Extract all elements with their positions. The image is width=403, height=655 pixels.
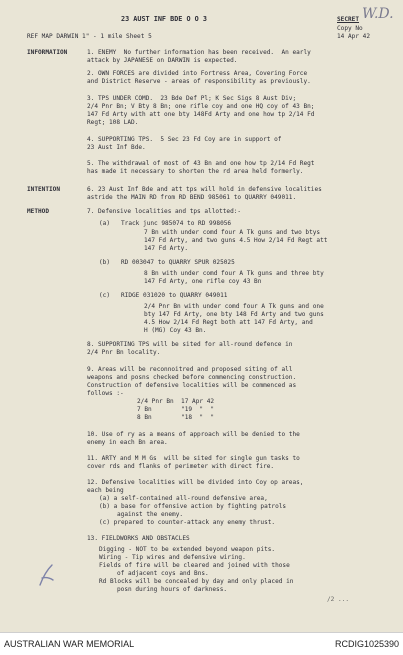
para-12c: (c) prepared to counter-attack any enemy thrust. <box>99 519 276 526</box>
para-3-tps-under-comd: 3. TPS UNDER COMD. 23 Bde Def Pl; K Sec Sigs 8 Aust Div; <box>87 95 297 102</box>
para-2-own-forces: 2. OWN FORCES are divided into Fortress Area, Covering Force <box>87 70 308 77</box>
schedule-row-7-bn: 7 Bn "19 " " <box>137 406 215 413</box>
para-7a-line-2: 147 Fd Arty, and two guns 4.5 How 2/14 Fd Regt att <box>144 237 328 244</box>
para-6-line-2: astride the MAIN RD from RD BEND 985061 to QUARRY 049011. <box>87 194 297 201</box>
para-12-coy-areas: 12. Defensive localities will be divided into Coy op areas, <box>87 479 304 486</box>
section-label-information: INFORMATION <box>27 49 68 56</box>
para-1-enemy: 1. ENEMY No further information has been received. An early <box>87 49 311 56</box>
order-date: 14 Apr 42 <box>337 33 371 40</box>
para-7-localities: 7. Defensive localities and tps allotted:- <box>87 208 242 215</box>
page-continuation: /2 ... <box>327 596 350 603</box>
para-8-line-2: 2/4 Pnr Bn locality. <box>87 349 161 356</box>
para-9-line-4: follows :- <box>87 390 124 397</box>
para-5-line-2: has made it necessary to shorten the rd area held formerly. <box>87 168 304 175</box>
para-9-line-3: Construction of defensive localities will be commenced as <box>87 382 297 389</box>
archive-footer <box>0 632 403 655</box>
para-11-line-2: cover rds and flanks of perimeter with direct fire. <box>87 463 275 470</box>
para-3-line-2: 2/4 Pnr Bn; V Bty 8 Bn; one rifle coy and one HQ coy of 43 Bn; <box>87 103 315 110</box>
para-7a-line-1: 7 Bn with under comd four A Tk guns and two btys <box>144 229 321 236</box>
schedule-row-pnr-bn: 2/4 Pnr Bn 17 Apr 42 <box>137 398 215 405</box>
para-5-withdrawal: 5. The withdrawal of most of 43 Bn and one how tp 2/14 Fd Regt <box>87 160 315 167</box>
para-6-intention: 6. 23 Aust Inf Bde and att tps will hold in defensive localities <box>87 186 322 193</box>
para-4-line-2: 23 Aust Inf Bde. <box>87 144 146 151</box>
para-7b-line-2: 147 Fd Arty, one rifle coy 43 Bn <box>144 278 262 285</box>
copy-number: Copy No <box>337 25 363 32</box>
para-9-line-2: weapons and posns checked before commencing construction. <box>87 374 297 381</box>
para-12-line-2: each being <box>87 487 124 494</box>
para-12a: (a) a self-contained all-round defensive area, <box>99 495 268 502</box>
schedule-row-8-bn: 8 Bn "18 " " <box>137 414 215 421</box>
footer-record-id: RCDIG1025390 <box>334 639 399 649</box>
para-13-fields-of-fire: Fields of fire will be cleared and joined with those <box>99 562 290 569</box>
para-13-line-6: posn during hours of darkness. <box>117 586 228 593</box>
para-10-railway: 10. Use of ry as a means of approach will be denied to the <box>87 431 300 438</box>
para-2-line-2: and District Reserve - areas of responsibility as previously. <box>87 78 311 85</box>
para-3-line-3: 147 Fd Arty with att one bty 148Fd Arty and one how tp 2/14 Fd <box>87 111 315 118</box>
para-8-supporting-tps: 8. SUPPORTING TPS will be sited for all-round defence in <box>87 341 293 348</box>
section-label-intention: INTENTION <box>27 186 61 193</box>
para-13-rd-blocks: Rd Blocks will be concealed by day and only placed in <box>99 578 294 585</box>
map-reference: REF MAP DARWIN 1" - 1 mile Sheet 5 <box>27 33 152 40</box>
para-1-line-2: attack by JAPANESE on DARWIN is expected. <box>87 57 238 64</box>
para-10-line-2: enemy in each Bn area. <box>87 439 168 446</box>
para-7c-heading: (c) RIDGE 031020 to QUARRY 049011 <box>99 292 228 299</box>
order-title: 23 AUST INF BDE O O 3 <box>121 15 207 23</box>
para-4-supporting-tps: 4. SUPPORTING TPS. 5 Sec 23 Fd Coy are in support of <box>87 136 282 143</box>
para-12b-line-2: against the enemy. <box>117 511 184 518</box>
handwritten-mark <box>36 562 58 588</box>
para-13-line-4: of adjacent coys and Bns. <box>117 570 209 577</box>
section-label-method: METHOD <box>27 208 50 215</box>
para-9-reconnaissance: 9. Areas will be reconnoitred and proposed siting of all <box>87 366 293 373</box>
secret-marking: SECRET <box>337 16 360 23</box>
footer-source-label: AUSTRALIAN WAR MEMORIAL <box>4 639 135 649</box>
para-7c-line-1: 2/4 Pnr Bn with under comd four A Tk guns and one <box>144 303 324 310</box>
para-7c-line-3: 4.5 How 2/14 Fd Regt both att 147 Fd Arty, and <box>144 319 313 326</box>
para-13-wiring: Wiring - Tip wires and defensive wiring. <box>99 554 246 561</box>
para-13-fieldworks: 13. FIELDWORKS AND OBSTACLES <box>87 535 190 542</box>
para-13-digging: Digging - NOT to be extended beyond weapon pits. <box>99 546 276 553</box>
para-7c-line-4: H (MG) Coy 43 Bn. <box>144 327 207 334</box>
para-3-line-4: Regt; 108 LAD. <box>87 119 139 126</box>
para-7a-line-3: 147 Fd Arty. <box>144 245 189 252</box>
para-7a-heading: (a) Track junc 985074 to RD 998056 <box>99 220 232 227</box>
para-11-arty-mmg: 11. ARTY and M M Gs will be sited for single gun tasks to <box>87 455 300 462</box>
para-7b-heading: (b) RD 003047 to QUARRY SPUR 025025 <box>99 259 235 266</box>
handwritten-initials: W.D. <box>362 6 394 22</box>
para-7c-line-2: bty 147 Fd Arty, one bty 148 Fd Arty and two guns <box>144 311 324 318</box>
para-7b-line-1: 8 Bn with under comd four A Tk guns and three bty <box>144 270 324 277</box>
para-12b: (b) a base for offensive action by fighting patrols <box>99 503 287 510</box>
